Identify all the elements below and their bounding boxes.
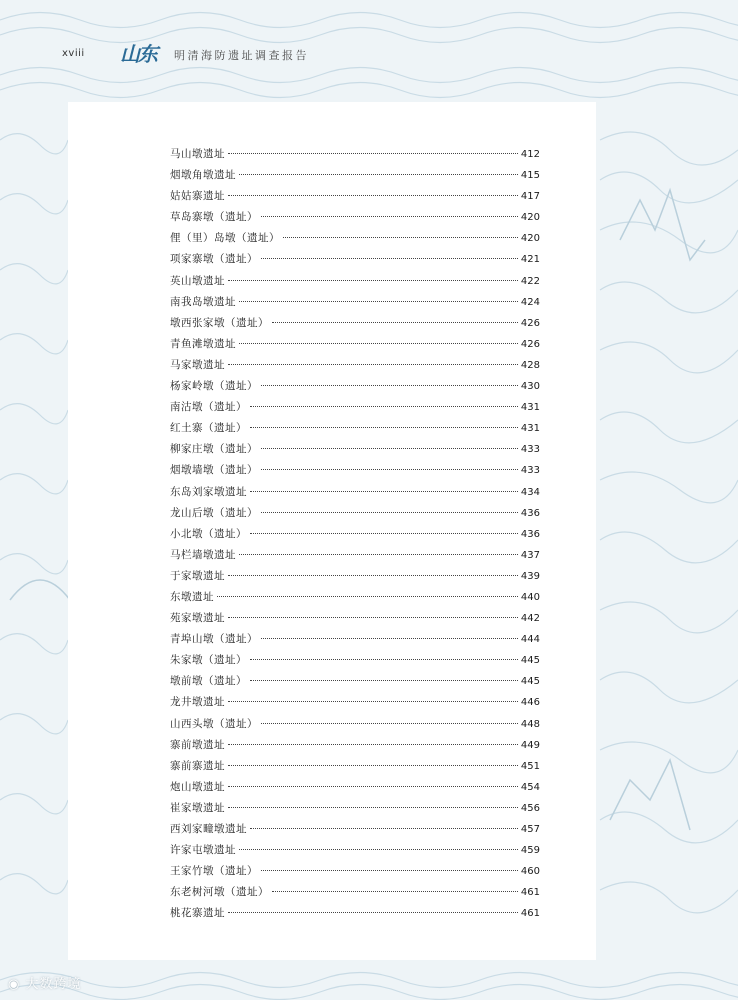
toc-entry-title: 柳家庄墩（遗址）	[170, 443, 258, 456]
dot-leader	[228, 807, 518, 808]
toc-entry-page: 431	[520, 402, 540, 414]
toc-entry-title: 南沽墩（遗址）	[170, 401, 247, 414]
toc-entry-page: 415	[520, 170, 540, 182]
book-title: 明清海防遗址调查报告	[174, 49, 309, 62]
toc-entry-page: 451	[520, 760, 540, 772]
toc-entry-title: 西刘家疃墩遗址	[170, 823, 247, 835]
toc-entry[interactable]	[170, 694, 540, 715]
toc-entry-title: 许家屯墩遗址	[170, 844, 236, 857]
dot-leader	[239, 174, 518, 175]
toc-entry-page: 430	[520, 381, 540, 393]
toc-entry-page: 436	[520, 507, 540, 519]
toc-entry[interactable]	[170, 800, 540, 821]
toc-entry-page: 461	[520, 908, 540, 920]
toc-entry[interactable]	[170, 188, 540, 209]
dot-leader	[261, 469, 518, 470]
dot-leader	[261, 638, 518, 639]
toc-entry-page: 412	[520, 149, 540, 160]
toc-entry[interactable]	[170, 842, 540, 863]
toc-entry-page: 422	[520, 275, 540, 287]
toc-entry-page: 417	[520, 191, 540, 203]
toc-entry[interactable]	[170, 251, 540, 272]
dot-leader	[261, 385, 518, 386]
dot-leader	[239, 849, 518, 850]
dot-leader	[272, 891, 518, 892]
toc-entry[interactable]	[170, 357, 540, 378]
toc-entry-page: 445	[520, 676, 540, 688]
dot-leader	[261, 870, 518, 871]
toc-entry-page: 428	[520, 359, 540, 371]
toc-entry[interactable]	[170, 821, 540, 842]
toc-entry-title: 英山墩遗址	[170, 274, 225, 287]
toc-entry-title: 姑姑寨遗址	[170, 190, 225, 203]
dot-leader	[261, 723, 518, 724]
toc-entry[interactable]	[170, 884, 540, 905]
camera-logo-icon: ◉	[8, 977, 21, 992]
toc-entry-page: 437	[520, 549, 540, 561]
toc-entry-title: 龙井墩遗址	[170, 696, 225, 709]
toc-entry-page: 431	[520, 423, 540, 435]
dot-leader	[228, 701, 518, 702]
table-of-contents	[170, 146, 540, 926]
toc-entry-title: 草岛寨墩（遗址）	[170, 211, 258, 224]
toc-entry[interactable]	[170, 209, 540, 230]
toc-entry-page: 433	[520, 465, 540, 477]
toc-entry-page: 436	[520, 528, 540, 540]
page-number: xviii	[62, 48, 85, 59]
toc-entry[interactable]	[170, 758, 540, 779]
toc-entry-page: 445	[520, 655, 540, 667]
toc-entry-title: 烟墩角墩遗址	[170, 169, 236, 182]
toc-entry-title: 青鱼滩墩遗址	[170, 337, 236, 350]
toc-entry-title: 山西头墩（遗址）	[170, 717, 258, 730]
dot-leader	[228, 280, 518, 281]
toc-entry-title: 马栏墙墩遗址	[170, 548, 236, 561]
watermark	[8, 973, 82, 992]
toc-entry-title: 龙山后墩（遗址）	[170, 506, 258, 519]
toc-entry[interactable]	[170, 336, 540, 357]
toc-entry-title: 桃花寨遗址	[170, 907, 225, 920]
toc-entry[interactable]	[170, 230, 540, 251]
toc-entry-page: 426	[520, 338, 540, 350]
toc-entry[interactable]	[170, 441, 540, 462]
toc-entry[interactable]	[170, 863, 540, 884]
toc-entry-title: 朱家墩（遗址）	[170, 654, 247, 667]
toc-entry[interactable]	[170, 905, 540, 926]
dot-leader	[250, 680, 518, 681]
toc-entry-page: 420	[520, 233, 540, 245]
toc-entry[interactable]	[170, 484, 540, 505]
toc-entry-page: 444	[520, 634, 540, 646]
dot-leader	[239, 554, 518, 555]
toc-entry[interactable]	[170, 420, 540, 441]
toc-entry[interactable]	[170, 167, 540, 188]
toc-entry-page: 434	[520, 486, 540, 498]
toc-entry[interactable]	[170, 737, 540, 758]
toc-entry-title: 马家墩遗址	[170, 358, 225, 371]
running-header	[0, 0, 738, 80]
toc-entry-page: 426	[520, 317, 540, 329]
toc-entry-page: 461	[520, 887, 540, 899]
toc-entry-title: 杨家岭墩（遗址）	[170, 380, 258, 393]
shandong-logo: 山东	[120, 42, 156, 66]
toc-entry-page: 424	[520, 296, 540, 308]
toc-entry-title: 寨前寨遗址	[170, 759, 225, 772]
toc-entry-title: 于家墩遗址	[170, 569, 225, 582]
toc-entry-page: 420	[520, 212, 540, 224]
dot-leader	[272, 322, 518, 323]
toc-entry-title: 小北墩（遗址）	[170, 527, 247, 540]
toc-entry[interactable]	[170, 631, 540, 652]
dot-leader	[250, 427, 518, 428]
dot-leader	[228, 195, 518, 196]
dot-leader	[228, 617, 518, 618]
toc-entry[interactable]	[170, 294, 540, 315]
watermark-text: 大数跨境	[25, 977, 82, 992]
dot-leader	[228, 912, 518, 913]
toc-entry-title: 东墩遗址	[170, 590, 214, 603]
dot-leader	[261, 512, 518, 513]
toc-entry[interactable]	[170, 547, 540, 568]
dot-leader	[228, 786, 518, 787]
toc-entry-title: 苑家墩遗址	[170, 612, 225, 625]
toc-entry[interactable]	[170, 568, 540, 589]
toc-entry-title: 东老树河墩（遗址）	[170, 886, 269, 899]
toc-entry[interactable]	[170, 315, 540, 336]
toc-entry-title: 俚（里）岛墩（遗址）	[170, 232, 280, 245]
toc-entry[interactable]	[170, 526, 540, 547]
toc-entry-title: 红土寨（遗址）	[170, 422, 247, 435]
toc-entry-page: 460	[520, 866, 540, 878]
dot-leader	[261, 216, 518, 217]
dot-leader	[239, 301, 518, 302]
toc-entry[interactable]	[170, 399, 540, 420]
toc-entry-title: 烟墩墙墩（遗址）	[170, 464, 258, 477]
toc-entry-page: 439	[520, 570, 540, 582]
toc-entry[interactable]	[170, 652, 540, 673]
toc-entry-title: 墩前墩（遗址）	[170, 675, 247, 688]
toc-entry-title: 南我岛墩遗址	[170, 295, 236, 308]
toc-entry-page: 440	[520, 591, 540, 603]
toc-entry[interactable]	[170, 378, 540, 399]
toc-entry[interactable]	[170, 716, 540, 737]
dot-leader	[250, 828, 518, 829]
dot-leader	[250, 491, 518, 492]
toc-entry[interactable]	[170, 273, 540, 294]
toc-entry-page: 433	[520, 444, 540, 456]
toc-entry[interactable]	[170, 673, 540, 694]
toc-entry-title: 项家寨墩（遗址）	[170, 253, 258, 266]
toc-entry[interactable]	[170, 779, 540, 800]
toc-entry[interactable]	[170, 505, 540, 526]
dot-leader	[228, 744, 518, 745]
toc-entry[interactable]	[170, 610, 540, 631]
toc-entry[interactable]	[170, 146, 540, 167]
dot-leader	[261, 448, 518, 449]
dot-leader	[261, 258, 518, 259]
toc-entry-page: 456	[520, 802, 540, 814]
toc-entry-page: 459	[520, 845, 540, 857]
toc-entry-title: 青埠山墩（遗址）	[170, 633, 258, 646]
toc-entry-page: 421	[520, 254, 540, 266]
dot-leader	[217, 596, 518, 597]
toc-entry-page: 454	[520, 781, 540, 793]
dot-leader	[283, 237, 518, 238]
dot-leader	[228, 575, 518, 576]
toc-entry-page: 442	[520, 613, 540, 625]
toc-entry-title: 炮山墩遗址	[170, 780, 225, 793]
dot-leader	[250, 533, 518, 534]
toc-entry-title: 马山墩遗址	[170, 148, 225, 160]
toc-entry-page: 457	[520, 824, 540, 835]
toc-entry-page: 446	[520, 697, 540, 709]
dot-leader	[228, 765, 518, 766]
toc-entry-title: 王家竹墩（遗址）	[170, 865, 258, 878]
toc-entry[interactable]	[170, 589, 540, 610]
dot-leader	[250, 406, 518, 407]
toc-entry-title: 墩西张家墩（遗址）	[170, 316, 269, 329]
dot-leader	[228, 364, 518, 365]
dot-leader	[239, 343, 518, 344]
toc-entry-title: 寨前墩遗址	[170, 738, 225, 751]
toc-entry-page: 448	[520, 718, 540, 730]
dot-leader	[250, 659, 518, 660]
toc-entry-title: 崔家墩遗址	[170, 801, 225, 814]
toc-entry-page: 449	[520, 739, 540, 751]
toc-entry-title: 东岛刘家墩遗址	[170, 485, 247, 498]
dot-leader	[228, 153, 518, 154]
toc-entry[interactable]	[170, 462, 540, 483]
